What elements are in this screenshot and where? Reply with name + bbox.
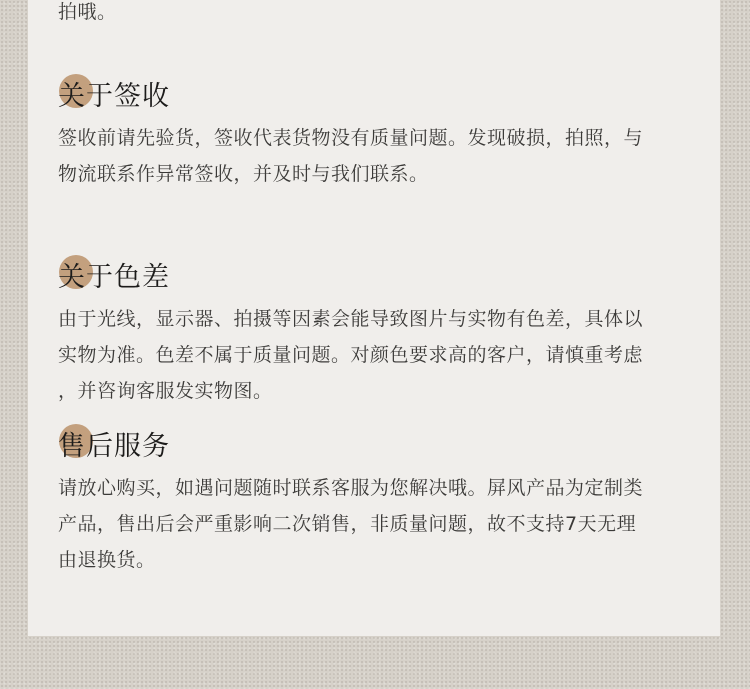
section-signing [58,74,703,192]
section-heading [58,74,703,120]
body-line: 请放心购买，如遇问题随时联系客服为您解决哦。屏风产品为定制类 [58,477,644,499]
section-title: 关于色差 [58,262,170,293]
body-line: 物流联系作异常签收，并及时与我们联系。 [58,163,429,185]
body-line: 由退换货。 [58,549,156,571]
section-body [58,301,703,409]
section-body [58,120,703,192]
section-after-sales [58,424,703,578]
body-line: 签收前请先验货，签收代表货物没有质量问题。发现破损，拍照，与 [58,127,644,149]
section-title: 售后服务 [58,431,170,462]
body-line: 产品，售出后会严重影响二次销售，非质量问题，故不支持7天无理 [58,513,637,535]
section-title: 关于签收 [58,81,170,112]
section-heading [58,255,703,301]
section-color-difference [58,255,703,409]
body-line: 由于光线，显示器、拍摄等因素会能导致图片与实物有色差，具体以 [58,308,644,330]
section-heading [58,424,703,470]
notice-card [28,0,720,636]
intro-tail-text: 拍哦。 [58,1,117,23]
body-line: ，并咨询客服发实物图。 [58,380,273,402]
body-line: 实物为准。色差不属于质量问题。对颜色要求高的客户，请慎重考虑 [58,344,644,366]
section-body [58,470,703,578]
